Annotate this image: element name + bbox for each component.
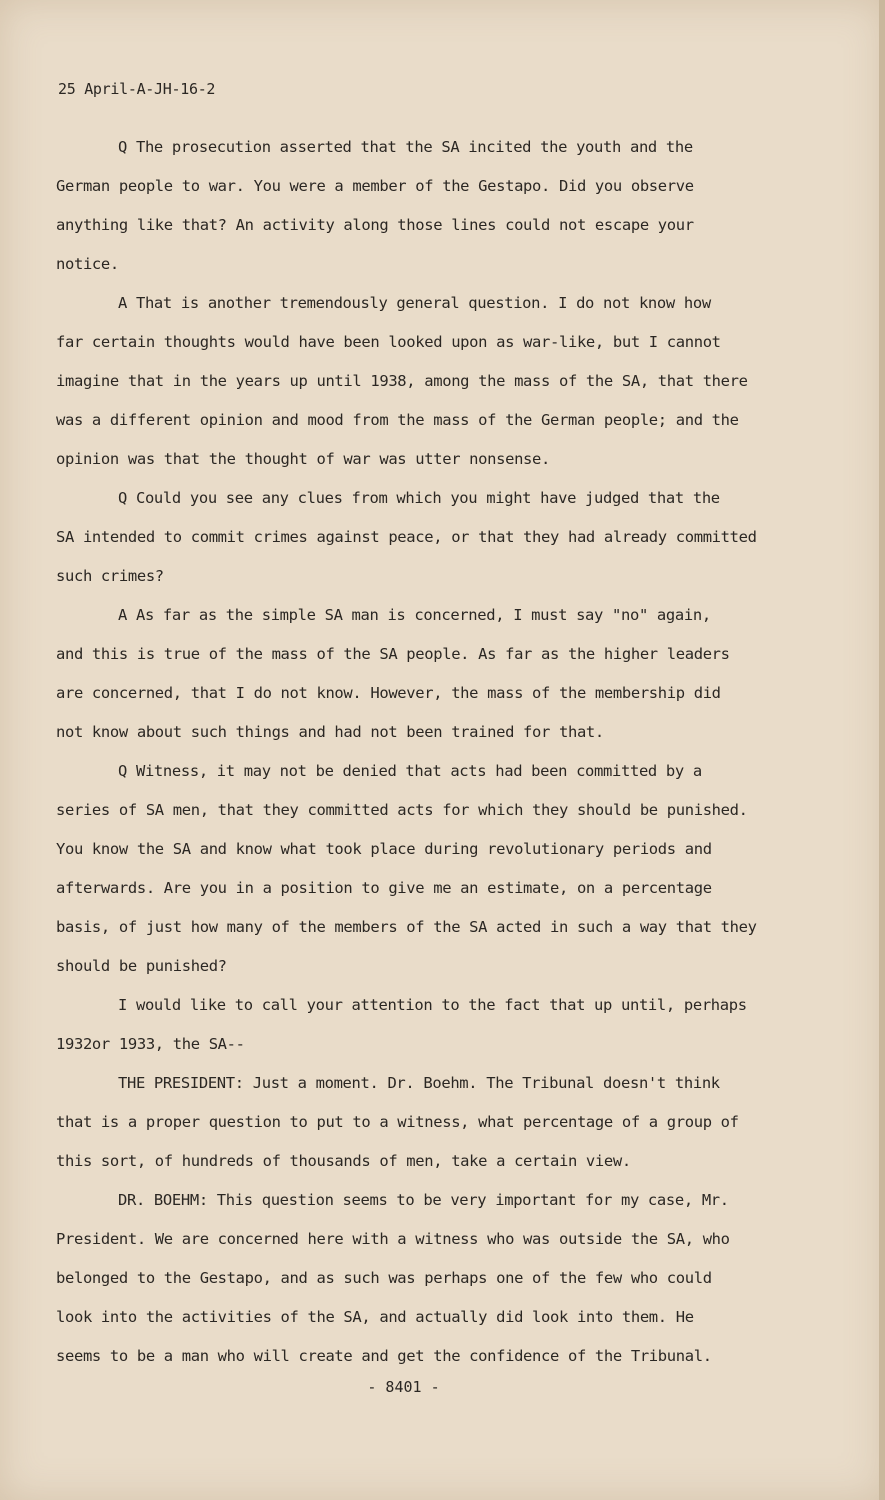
text-line: imagine that in the years up until 1938, among the mass of the SA, that there — [56, 372, 748, 390]
page-footer — [0, 1378, 885, 1396]
text-line: A As far as the simple SA man is concerned, I must say "no" again, — [118, 606, 711, 624]
text-line: 1932or 1933, the SA-- — [56, 1035, 245, 1053]
text-line: anything like that? An activity along those lines could not escape your — [56, 216, 694, 234]
text-line: You know the SA and know what took place during revolutionary periods and — [56, 840, 712, 858]
page-number: - 8401 - — [367, 1378, 440, 1396]
text-line: THE PRESIDENT: Just a moment. Dr. Boehm. The Tribunal doesn't think — [118, 1074, 720, 1092]
text-line: notice. — [56, 255, 119, 273]
text-line: that is a proper question to put to a witness, what percentage of a group of — [56, 1113, 739, 1131]
text-line: afterwards. Are you in a position to give me an estimate, on a percentage — [56, 879, 712, 897]
text-line: SA intended to commit crimes against peace, or that they had already committed — [56, 528, 757, 546]
page-header: 25 April-A-JH-16-2 — [58, 80, 216, 98]
transcript-body — [56, 133, 816, 1381]
text-line: and this is true of the mass of the SA people. As far as the higher leaders — [56, 645, 730, 663]
text-line: seems to be a man who will create and get the confidence of the Tribunal. — [56, 1347, 712, 1365]
text-line: Q The prosecution asserted that the SA incited the youth and the — [118, 138, 693, 156]
text-line: I would like to call your attention to the fact that up until, perhaps — [118, 996, 747, 1014]
text-line: A That is another tremendously general question. I do not know how — [118, 294, 711, 312]
text-line: look into the activities of the SA, and actually did look into them. He — [56, 1308, 694, 1326]
text-line: President. We are concerned here with a witness who was outside the SA, who — [56, 1230, 730, 1248]
text-line: are concerned, that I do not know. However, the mass of the membership did — [56, 684, 721, 702]
text-line: German people to war. You were a member of the Gestapo. Did you observe — [56, 177, 694, 195]
text-line: such crimes? — [56, 567, 164, 585]
text-line: belonged to the Gestapo, and as such was perhaps one of the few who could — [56, 1269, 712, 1287]
text-line: basis, of just how many of the members of the SA acted in such a way that they — [56, 918, 757, 936]
text-line: opinion was that the thought of war was utter nonsense. — [56, 450, 550, 468]
text-line: DR. BOEHM: This question seems to be very important for my case, Mr. — [118, 1191, 729, 1209]
text-line: Q Could you see any clues from which you might have judged that the — [118, 489, 720, 507]
text-line: was a different opinion and mood from the mass of the German people; and the — [56, 411, 739, 429]
text-line: far certain thoughts would have been looked upon as war-like, but I cannot — [56, 333, 721, 351]
text-line: not know about such things and had not been trained for that. — [56, 723, 604, 741]
text-line: this sort, of hundreds of thousands of men, take a certain view. — [56, 1152, 631, 1170]
text-line: should be punished? — [56, 957, 227, 975]
text-line: series of SA men, that they committed acts for which they should be punished. — [56, 801, 748, 819]
text-line: Q Witness, it may not be denied that acts had been committed by a — [118, 762, 702, 780]
page-edge — [879, 0, 885, 1500]
